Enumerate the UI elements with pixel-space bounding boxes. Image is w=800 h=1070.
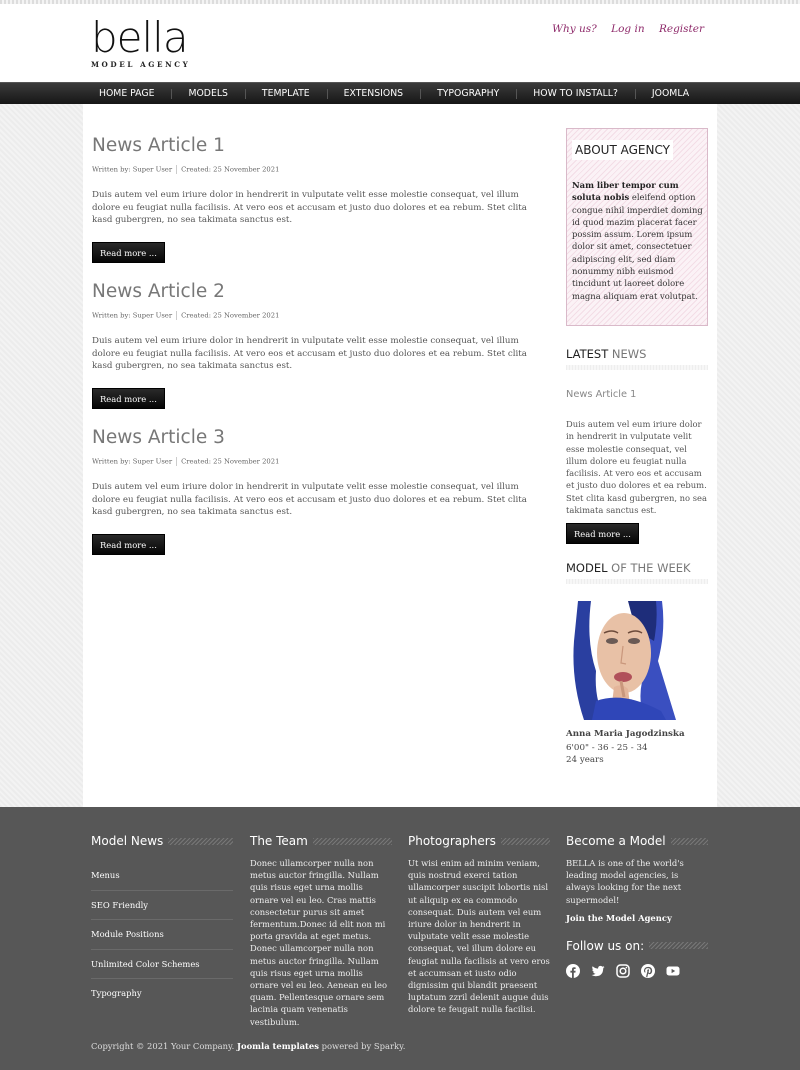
nav-models[interactable]: MODELS bbox=[171, 83, 244, 104]
model-photo[interactable] bbox=[566, 601, 691, 720]
read-more-button[interactable]: Read more ... bbox=[92, 388, 165, 409]
model-measurements: 6'00" - 36 - 25 - 34 bbox=[566, 743, 648, 753]
footer-team-title: The Team bbox=[250, 834, 392, 848]
about-rest: eleifend option congue nihil imperdiet doming id quod mazim placerat facer possim assum. Lorem ipsum dolor sit amet, consectetuer adipiscing elit, sed diam nonummy nibh euismod tincidunt ut laoreet dolore magna aliquam erat volutpat. bbox=[572, 192, 703, 301]
article-date: Created: 25 November 2021 bbox=[181, 311, 280, 320]
social-icons bbox=[566, 964, 708, 978]
instagram-icon[interactable] bbox=[616, 964, 630, 978]
join-agency-link[interactable]: Join the Model Agency bbox=[566, 912, 672, 923]
footer-menu-item[interactable]: Module Positions bbox=[91, 920, 233, 950]
about-agency-box bbox=[566, 128, 708, 326]
article-date: Created: 25 November 2021 bbox=[181, 457, 280, 466]
footer-team bbox=[250, 834, 392, 1028]
article-body: Duis autem vel eum iriure dolor in hendrerit in vulputate velit esse molestie consequat, vel illum dolore eu feugiat nulla facilisis. At vero eos et accusam et justo duo dolores et ea rebum. Stet clita kasd gubergren, no sea takimata sanctus est. bbox=[92, 482, 527, 518]
follow-us-title: Follow us on: bbox=[566, 939, 708, 953]
login-link[interactable]: Log in bbox=[611, 23, 645, 35]
footer-menu-item[interactable]: Unlimited Color Schemes bbox=[91, 950, 233, 980]
model-stats bbox=[566, 742, 648, 767]
article-body: Duis autem vel eum iriure dolor in hendrerit in vulputate velit esse molestie consequat, vel illum dolore eu feugiat nulla facilisis. At vero eos et accusam et justo duo dolores et ea rebum. Stet clita kasd gubergren, no sea takimata sanctus est. bbox=[92, 190, 527, 226]
facebook-icon[interactable] bbox=[566, 964, 580, 978]
latest-read-more bbox=[566, 522, 639, 544]
article-title[interactable]: News Article 3 bbox=[92, 427, 225, 448]
article-body: Duis autem vel eum iriure dolor in hendrerit in vulputate velit esse molestie consequat, vel illum dolore eu feugiat nulla facilisis. At vero eos et accusam et justo duo dolores et ea rebum. Stet clita kasd gubergren, no sea takimata sanctus est. bbox=[92, 336, 527, 372]
footer-menu bbox=[91, 861, 233, 1009]
latest-news-item-body: Duis autem vel eum iriure dolor in hendrerit in vulputate velit esse molestie consequat, vel illum dolore eu feugiat nulla facilisis. At vero eos et accusam et justo duo dolores et ea rebum. Stet clita kasd gubergren, no sea takimata sanctus est. bbox=[566, 419, 708, 516]
logo-tagline: MODEL AGENCY bbox=[91, 60, 191, 69]
about-text bbox=[572, 179, 704, 302]
article bbox=[92, 427, 542, 555]
model-portrait-image bbox=[566, 601, 691, 720]
article-author: Written by: Super User bbox=[92, 165, 173, 174]
article-date: Created: 25 November 2021 bbox=[181, 165, 280, 174]
logo-wordmark: bella bbox=[91, 13, 188, 62]
footer-become-model bbox=[566, 834, 708, 978]
article-meta bbox=[92, 165, 542, 174]
pinterest-icon[interactable] bbox=[641, 964, 655, 978]
about-title: ABOUT AGENCY bbox=[572, 140, 673, 160]
read-more-button[interactable]: Read more ... bbox=[92, 242, 165, 263]
article bbox=[92, 135, 542, 263]
twitter-icon[interactable] bbox=[591, 964, 605, 978]
footer-photographers-title: Photographers bbox=[408, 834, 550, 848]
footer-menu-item[interactable]: Typography bbox=[91, 988, 142, 998]
article-meta bbox=[92, 457, 542, 466]
nav-typography[interactable]: TYPOGRAPHY bbox=[420, 83, 516, 104]
latest-news-item-title[interactable]: News Article 1 bbox=[566, 389, 637, 400]
top-links bbox=[541, 23, 704, 35]
article-title[interactable]: News Article 1 bbox=[92, 135, 225, 156]
model-of-week-heading bbox=[566, 561, 708, 581]
footer-menu-item[interactable]: Menus bbox=[91, 861, 233, 891]
register-link[interactable]: Register bbox=[658, 23, 704, 35]
article-author: Written by: Super User bbox=[92, 457, 173, 466]
nav-how-to-install[interactable]: HOW TO INSTALL? bbox=[516, 83, 635, 104]
footer-become-text: BELLA is one of the world's leading model agencies, is always looking for the next supermodel! bbox=[566, 858, 684, 905]
joomla-templates-link[interactable]: Joomla templates bbox=[237, 1041, 319, 1051]
footer-photographers-text: Ut wisi enim ad minim veniam, quis nostrud exerci tation ullamcorper suscipit lobortis nisl ut aliquip ex ea commodo consequat. Duis autem vel eum iriure dolor in hendrerit in vulputate velit esse molestie consequat, vel illum dolore eu feugiat nulla facilisis at vero eros et accumsan et iusto odio dignissim qui blandit praesent luptatum zzril delenit augue duis dolore te feugait nulla facilisi. bbox=[408, 858, 550, 1015]
latest-title-strong: LATEST bbox=[566, 347, 609, 361]
nav-home[interactable]: HOME PAGE bbox=[99, 88, 155, 99]
article-meta bbox=[92, 311, 542, 320]
copyright-text: Copyright © 2021 Your Company. bbox=[91, 1041, 238, 1051]
read-more-button[interactable]: Read more ... bbox=[92, 534, 165, 555]
youtube-icon[interactable] bbox=[666, 964, 680, 978]
nav-extensions[interactable]: EXTENSIONS bbox=[327, 83, 420, 104]
nav-template[interactable]: TEMPLATE bbox=[245, 83, 327, 104]
nav-joomla[interactable]: JOOMLA bbox=[635, 83, 706, 104]
footer bbox=[0, 807, 800, 1070]
logo[interactable] bbox=[91, 13, 191, 69]
copyright bbox=[91, 1041, 405, 1051]
content-area bbox=[83, 104, 717, 807]
model-title-light: OF THE WEEK bbox=[607, 561, 691, 575]
footer-model-news-title: Model News bbox=[91, 834, 233, 848]
copyright-powered: powered by Sparky. bbox=[318, 1041, 406, 1051]
model-title-strong: MODEL bbox=[566, 561, 608, 575]
header bbox=[0, 4, 800, 82]
footer-menu-item[interactable]: SEO Friendly bbox=[91, 891, 233, 921]
footer-become-title: Become a Model bbox=[566, 834, 708, 848]
read-more-button[interactable]: Read more ... bbox=[566, 523, 639, 544]
model-name: Anna Maria Jagodzinska bbox=[566, 729, 685, 739]
about-lead: Nam liber tempor cum soluta nobis bbox=[572, 180, 679, 203]
main-nav bbox=[0, 82, 800, 104]
article-author: Written by: Super User bbox=[92, 311, 173, 320]
latest-title-light: NEWS bbox=[608, 347, 647, 361]
article bbox=[92, 281, 542, 409]
footer-team-text: Donec ullamcorper nulla non metus auctor fringilla. Nullam quis risus eget urna mollis ornare vel eu leo. Cras mattis consectetur purus sit amet fermentum.Donec id elit non mi porta gravida at eget metus. Donec ullamcorper nulla non metus auctor fringilla. Nullam quis risus eget urna mollis ornare vel eu leo. Aenean eu leo quam. Pellentesque ornare sem lacinia quam venenatis vestibulum. bbox=[250, 858, 388, 1027]
footer-photographers bbox=[408, 834, 550, 1016]
article-title[interactable]: News Article 2 bbox=[92, 281, 225, 302]
latest-news-heading bbox=[566, 347, 708, 367]
why-us-link[interactable]: Why us? bbox=[552, 23, 597, 35]
footer-model-news bbox=[91, 834, 233, 1009]
model-age: 24 years bbox=[566, 755, 604, 766]
